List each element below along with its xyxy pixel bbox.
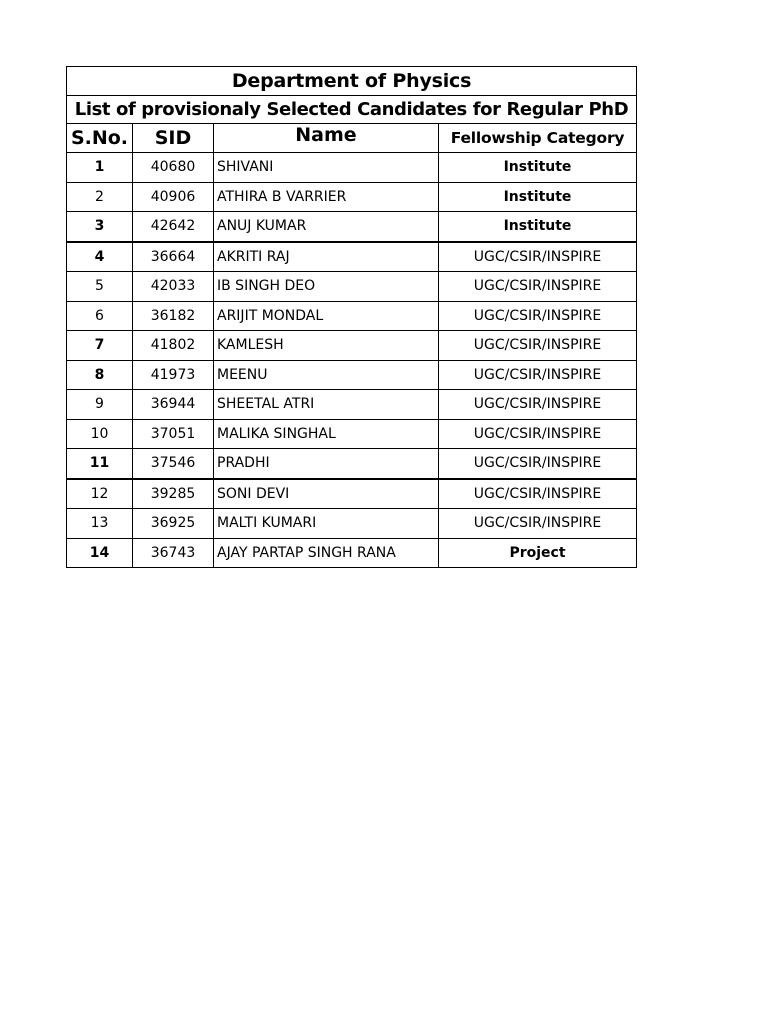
row-sid: 36743 xyxy=(133,538,214,568)
row-sid: 41973 xyxy=(133,360,214,390)
row-name: ARIJIT MONDAL xyxy=(214,301,439,331)
column-header-sid: SID xyxy=(133,124,214,153)
row-name: IB SINGH DEO xyxy=(214,272,439,302)
candidates-table xyxy=(66,66,637,568)
row-name: AJAY PARTAP SINGH RANA xyxy=(214,538,439,568)
row-sid: 36182 xyxy=(133,301,214,331)
row-name: AKRITI RAJ xyxy=(214,242,439,272)
row-sid: 40906 xyxy=(133,182,214,212)
row-category: Institute xyxy=(439,212,637,242)
row-sid: 36925 xyxy=(133,509,214,539)
row-sno: 1 xyxy=(67,153,133,183)
row-name: SHEETAL ATRI xyxy=(214,390,439,420)
row-sid: 40680 xyxy=(133,153,214,183)
table-row xyxy=(67,360,637,390)
row-sno: 2 xyxy=(67,182,133,212)
table-row xyxy=(67,153,637,183)
row-sid: 37051 xyxy=(133,419,214,449)
row-category: UGC/CSIR/INSPIRE xyxy=(439,242,637,272)
row-category: UGC/CSIR/INSPIRE xyxy=(439,360,637,390)
row-sno: 14 xyxy=(67,538,133,568)
row-name: SHIVANI xyxy=(214,153,439,183)
table-row xyxy=(67,301,637,331)
row-sno: 10 xyxy=(67,419,133,449)
row-sno: 9 xyxy=(67,390,133,420)
table-row xyxy=(67,538,637,568)
row-sno: 11 xyxy=(67,449,133,479)
table-row xyxy=(67,479,637,509)
row-category: UGC/CSIR/INSPIRE xyxy=(439,272,637,302)
row-name: MALIKA SINGHAL xyxy=(214,419,439,449)
row-category: Project xyxy=(439,538,637,568)
row-category: Institute xyxy=(439,153,637,183)
column-header-category: Fellowship Category xyxy=(439,124,637,153)
row-name: KAMLESH xyxy=(214,331,439,361)
row-sid: 42033 xyxy=(133,272,214,302)
row-name: SONI DEVI xyxy=(214,479,439,509)
row-category: Institute xyxy=(439,182,637,212)
row-category: UGC/CSIR/INSPIRE xyxy=(439,301,637,331)
row-sid: 42642 xyxy=(133,212,214,242)
table-row xyxy=(67,449,637,479)
row-sno: 6 xyxy=(67,301,133,331)
table-row xyxy=(67,509,637,539)
row-category: UGC/CSIR/INSPIRE xyxy=(439,509,637,539)
row-sid: 36944 xyxy=(133,390,214,420)
list-subtitle: List of provisionaly Selected Candidates for Regular PhD xyxy=(67,96,637,124)
row-sno: 7 xyxy=(67,331,133,361)
row-name: PRADHI xyxy=(214,449,439,479)
table-row xyxy=(67,331,637,361)
row-name: ANUJ KUMAR xyxy=(214,212,439,242)
row-sno: 12 xyxy=(67,479,133,509)
column-header-sno: S.No. xyxy=(67,124,133,153)
row-category: UGC/CSIR/INSPIRE xyxy=(439,390,637,420)
row-sid: 37546 xyxy=(133,449,214,479)
row-name: MEENU xyxy=(214,360,439,390)
table-row xyxy=(67,272,637,302)
row-sno: 13 xyxy=(67,509,133,539)
row-sid: 36664 xyxy=(133,242,214,272)
table-row xyxy=(67,212,637,242)
header-row xyxy=(67,124,637,153)
table-row xyxy=(67,419,637,449)
row-category: UGC/CSIR/INSPIRE xyxy=(439,449,637,479)
table-row xyxy=(67,242,637,272)
column-header-name: Name xyxy=(214,124,439,153)
row-category: UGC/CSIR/INSPIRE xyxy=(439,479,637,509)
row-category: UGC/CSIR/INSPIRE xyxy=(439,331,637,361)
table-row xyxy=(67,390,637,420)
table-row xyxy=(67,182,637,212)
row-sid: 41802 xyxy=(133,331,214,361)
candidates-sheet xyxy=(66,66,636,568)
row-category: UGC/CSIR/INSPIRE xyxy=(439,419,637,449)
row-name: MALTI KUMARI xyxy=(214,509,439,539)
row-sid: 39285 xyxy=(133,479,214,509)
row-sno: 3 xyxy=(67,212,133,242)
row-sno: 5 xyxy=(67,272,133,302)
row-sno: 4 xyxy=(67,242,133,272)
row-name: ATHIRA B VARRIER xyxy=(214,182,439,212)
department-title: Department of Physics xyxy=(67,67,637,96)
row-sno: 8 xyxy=(67,360,133,390)
